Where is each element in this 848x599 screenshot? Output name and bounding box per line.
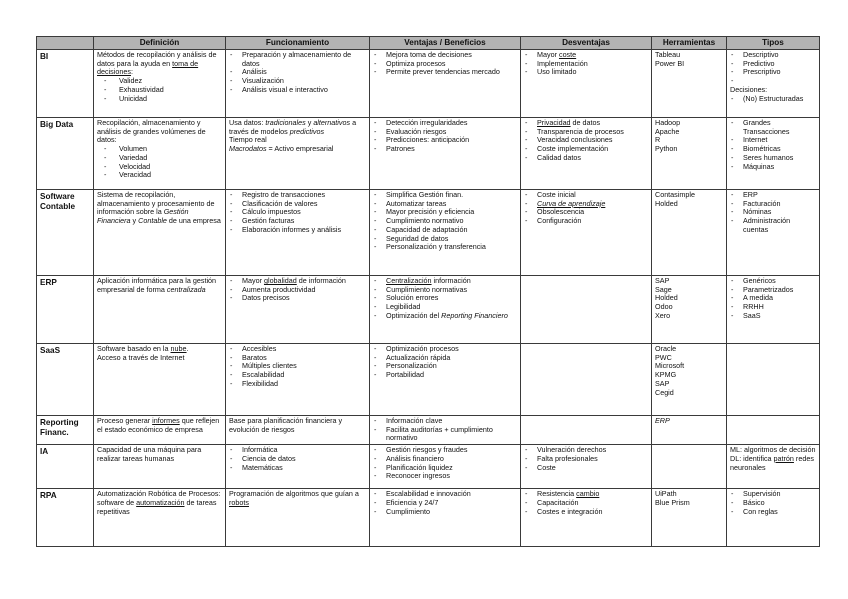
list-item: [229, 380, 366, 389]
text-segment: Sage: [655, 284, 672, 294]
cell-definicion: [94, 276, 226, 344]
cell-ventajas: [370, 118, 521, 190]
text-segment: Métodos de recopilación y análisis de datos para la ayuda en: [97, 50, 217, 68]
text-segment: toma de decisiones: [97, 58, 199, 77]
text-segment: Centralización: [386, 276, 432, 285]
text-segment: patrón: [773, 453, 794, 463]
text-segment: automatización: [136, 497, 185, 507]
text-line: [97, 51, 222, 77]
text-line: [97, 191, 222, 226]
text-segment: información: [431, 276, 471, 285]
text-line: [655, 128, 723, 137]
text-segment: Optimización procesos: [386, 344, 459, 353]
text-segment: Blue Prism: [655, 497, 690, 507]
text-segment: globalidad: [263, 276, 297, 285]
cell-herramientas: [652, 118, 727, 190]
cell-definicion: [94, 445, 226, 489]
text-segment: y: [130, 216, 139, 226]
cell-herramientas: [652, 276, 727, 344]
cell-definicion: [94, 344, 226, 416]
text-segment: Supervisión: [743, 489, 781, 499]
text-segment: Odoo: [655, 302, 673, 312]
text-segment: Tiempo real: [229, 135, 267, 145]
text-segment: (No) Estructuradas: [743, 93, 804, 103]
text-segment: Visualización: [242, 76, 284, 86]
text-segment: Clasificación de valores: [242, 198, 318, 208]
text-segment: PWC: [655, 352, 672, 362]
text-segment: Microsoft: [655, 361, 685, 371]
text-line: [655, 145, 723, 154]
list-item: [730, 508, 816, 517]
cell-tipos: [727, 489, 820, 547]
text-segment: KPMG: [655, 370, 677, 380]
text-segment: SAP: [655, 378, 670, 388]
text-segment: Nóminas: [743, 207, 772, 217]
cell-herramientas: [652, 489, 727, 547]
text-segment: Exhaustividad: [119, 84, 164, 94]
text-segment: Uso limitado: [537, 67, 577, 77]
text-segment: Volumen: [119, 144, 147, 154]
row-label: Software Contable: [37, 190, 94, 276]
cell-desventajas: [521, 489, 652, 547]
text-segment: alternativos: [313, 118, 351, 127]
text-segment: Máquinas: [743, 161, 775, 171]
text-segment: Informática: [242, 445, 278, 455]
text-line: [655, 417, 723, 426]
list-item: [229, 51, 366, 68]
text-line: [655, 200, 723, 209]
text-segment: Baratos: [242, 352, 267, 362]
row-label: BI: [37, 50, 94, 118]
list-item: [730, 312, 816, 321]
cell-ventajas: [370, 276, 521, 344]
text-segment: Básico: [743, 497, 765, 507]
text-segment: Xero: [655, 310, 671, 320]
list-item: [229, 294, 366, 303]
text-segment: DL: identifica: [730, 453, 774, 463]
text-segment: Cegid: [655, 387, 674, 397]
text-segment: Programación de algoritmos que guían a: [229, 489, 359, 499]
text-line: [97, 277, 222, 294]
text-segment: Implementación: [537, 58, 588, 68]
list-item: [373, 472, 517, 481]
list-item: [97, 145, 222, 154]
list-item: [730, 68, 816, 77]
text-segment: Preparación y almacenamiento de datos: [242, 50, 352, 68]
text-segment: Transparencia de procesos: [537, 126, 624, 136]
text-segment: Accesibles: [242, 344, 277, 353]
text-segment: informes: [152, 416, 180, 425]
cell-tipos: [727, 276, 820, 344]
text-segment: Aumenta productividad: [242, 284, 316, 294]
text-segment: SAP: [655, 276, 670, 285]
text-line: [730, 455, 816, 472]
text-segment: R: [655, 135, 661, 145]
text-line: [229, 417, 366, 434]
text-segment: Variedad: [119, 152, 148, 162]
text-segment: ERP: [743, 190, 758, 199]
cell-desventajas: [521, 445, 652, 489]
list-item: [373, 508, 517, 517]
text-segment: = Activo empresarial: [266, 144, 334, 154]
text-segment: Descriptivo: [743, 50, 779, 59]
cell-ventajas: [370, 190, 521, 276]
text-segment: Eficiencia y 24/7: [386, 497, 439, 507]
text-segment: Python: [655, 144, 678, 154]
text-segment: que reflejen el estado económico de empresa: [97, 416, 220, 434]
text-segment: Capacidad de una máquina para realizar tareas humanas: [97, 445, 202, 463]
cell-desventajas: [521, 118, 652, 190]
text-segment: Cálculo impuestos: [242, 207, 301, 217]
text-segment: predictivos: [289, 126, 325, 136]
cell-tipos: [727, 416, 820, 445]
text-segment: Elaboración informes y análisis: [242, 224, 342, 234]
text-line: [655, 60, 723, 69]
list-item: [373, 371, 517, 380]
text-segment: Optimización del: [386, 310, 442, 320]
text-segment: Power BI: [655, 58, 685, 68]
text-segment: Personalización: [386, 361, 437, 371]
text-segment: Mayor: [242, 276, 264, 285]
text-segment: Solución errores: [386, 293, 439, 303]
text-segment: Resistencia: [537, 489, 577, 499]
text-segment: Automatización Robótica de Procesos: software de: [97, 489, 221, 507]
text-segment: de una empresa: [166, 216, 221, 226]
text-line: [655, 389, 723, 398]
text-segment: Usa datos:: [229, 118, 266, 127]
text-segment: Planificación liquidez: [386, 462, 453, 472]
text-segment: Veracidad conclusiones: [537, 135, 613, 145]
text-line: [655, 312, 723, 321]
text-segment: Gestión Financiera: [97, 207, 189, 226]
text-segment: Costes e integración: [537, 506, 603, 516]
text-segment: Reconocer ingresos: [386, 471, 450, 481]
header-herramientas: Herramientas: [652, 37, 727, 50]
text-segment: Configuración: [537, 216, 582, 226]
text-segment: Predictivo: [743, 58, 775, 68]
list-item: [373, 312, 517, 321]
text-segment: Permite prever tendencias mercado: [386, 67, 500, 77]
row-label: Big Data: [37, 118, 94, 190]
text-segment: Decisiones:: [730, 84, 768, 94]
row-label: RPA: [37, 489, 94, 547]
cell-desventajas: [521, 276, 652, 344]
text-segment: Genéricos: [743, 276, 776, 285]
text-segment: Veracidad: [119, 170, 151, 180]
cell-funcionamiento: [226, 445, 370, 489]
row-label: ERP: [37, 276, 94, 344]
text-segment: Análisis visual e interactivo: [242, 84, 328, 94]
text-segment: Mayor: [537, 50, 559, 59]
cell-definicion: [94, 416, 226, 445]
text-segment: Macrodatos: [229, 144, 267, 154]
list-item: [524, 508, 648, 517]
text-segment: Datos precisos: [242, 293, 290, 303]
list-item: [97, 154, 222, 163]
text-line: [97, 446, 222, 463]
list-item: [373, 426, 517, 443]
table-row: [37, 344, 820, 416]
list-item: [229, 464, 366, 473]
text-segment: Recopilación, almacenamiento y análisis de grandes volúmenes de datos:: [97, 118, 206, 145]
list-item: [97, 163, 222, 172]
text-line: [97, 354, 222, 363]
text-segment: Legibilidad: [386, 302, 421, 312]
text-segment: Facilita auditorías + cumplimiento normativo: [386, 424, 493, 443]
text-segment: Cumplimiento normativas: [386, 284, 468, 294]
list-item: [373, 145, 517, 154]
text-segment: nube: [170, 344, 187, 353]
text-segment: Biométricas: [743, 144, 781, 154]
text-segment: de datos: [570, 118, 601, 127]
text-segment: Falta profesionales: [537, 453, 598, 463]
text-segment: Simplifica Gestión finan.: [386, 190, 464, 199]
cell-ventajas: [370, 489, 521, 547]
list-item: [229, 226, 366, 235]
text-segment: Seguridad de datos: [386, 233, 449, 243]
text-segment: Patrones: [386, 144, 415, 154]
text-segment: UiPath: [655, 489, 677, 499]
text-segment: tradicionales: [265, 118, 306, 127]
cell-herramientas: [652, 445, 727, 489]
text-segment: Gestión facturas: [242, 216, 295, 226]
text-segment: Mejora toma de decisiones: [386, 50, 472, 59]
header-definicion: Definición: [94, 37, 226, 50]
text-segment: Escalabilidad e innovación: [386, 489, 471, 499]
list-item: [524, 154, 648, 163]
list-item: [730, 217, 816, 234]
list-item: [97, 171, 222, 180]
text-segment: Hadoop: [655, 118, 681, 127]
text-segment: Apache: [655, 126, 680, 136]
cell-desventajas: [521, 190, 652, 276]
text-segment: Mayor precisión y eficiencia: [386, 207, 475, 217]
text-segment: :: [130, 67, 133, 77]
cell-desventajas: [521, 50, 652, 118]
text-segment: Velocidad: [119, 161, 151, 171]
header-desventajas: Desventajas: [521, 37, 652, 50]
text-segment: a través de modelos: [229, 118, 357, 136]
text-segment: Validez: [119, 76, 143, 86]
text-line: [97, 490, 222, 516]
text-segment: Obsolescencia: [537, 207, 585, 217]
text-segment: cambio: [576, 489, 600, 499]
table-row: [37, 50, 820, 118]
text-segment: Contable: [138, 216, 167, 226]
table-row: [37, 445, 820, 489]
text-segment: Gestión riesgos y fraudes: [386, 445, 468, 455]
text-segment: Seres humanos: [743, 152, 794, 162]
cell-desventajas: [521, 416, 652, 445]
list-item: [730, 95, 816, 104]
cell-ventajas: [370, 445, 521, 489]
row-label: SaaS: [37, 344, 94, 416]
text-segment: y: [305, 118, 314, 127]
text-segment: Análisis: [242, 67, 267, 77]
text-segment: Coste implementación: [537, 144, 609, 154]
text-segment: Acceso a través de Internet: [97, 352, 185, 362]
table-row: [37, 118, 820, 190]
text-segment: Evaluación riesgos: [386, 126, 447, 136]
text-segment: Facturación: [743, 198, 781, 208]
cell-tipos: [727, 50, 820, 118]
text-segment: Información clave: [386, 416, 443, 425]
text-segment: Proceso generar: [97, 416, 153, 425]
text-segment: coste: [558, 50, 577, 59]
header-funcionamiento: Funcionamiento: [226, 37, 370, 50]
table-row: [37, 276, 820, 344]
cell-funcionamiento: [226, 416, 370, 445]
list-item: [524, 68, 648, 77]
table-body: [37, 50, 820, 547]
text-segment: Personalización y transferencia: [386, 242, 486, 252]
text-segment: Vulneración derechos: [537, 445, 607, 455]
cell-tipos: [727, 190, 820, 276]
text-segment: Unicidad: [119, 93, 147, 103]
text-segment: Registro de transacciones: [242, 190, 326, 199]
list-item: [97, 86, 222, 95]
text-segment: Curva de aprendizaje: [537, 198, 606, 208]
cell-ventajas: [370, 344, 521, 416]
text-segment: Software basado en la: [97, 344, 171, 353]
comparison-table: [36, 36, 820, 547]
text-segment: robots: [229, 497, 249, 507]
text-segment: redes neuronales: [730, 453, 814, 472]
text-segment: ML: algoritmos de decisión: [730, 445, 816, 455]
table-row: [37, 416, 820, 445]
text-segment: Cumplimiento normativo: [386, 216, 464, 226]
text-segment: Análisis financiero: [386, 453, 444, 463]
text-segment: SaaS: [743, 310, 761, 320]
cell-herramientas: [652, 416, 727, 445]
text-line: [229, 145, 366, 154]
list-item: [229, 86, 366, 95]
text-segment: .: [186, 344, 189, 353]
header-tipos: Tipos: [727, 37, 820, 50]
cell-herramientas: [652, 344, 727, 416]
text-segment: Privacidad: [537, 118, 571, 127]
list-item: [97, 95, 222, 104]
text-segment: Coste inicial: [537, 190, 576, 199]
cell-definicion: [94, 489, 226, 547]
cell-funcionamiento: [226, 118, 370, 190]
cell-tipos: [727, 344, 820, 416]
cell-funcionamiento: [226, 489, 370, 547]
text-segment: Detección irregularidades: [386, 118, 468, 127]
cell-funcionamiento: [226, 344, 370, 416]
text-segment: de tareas repetitivas: [97, 497, 217, 516]
cell-funcionamiento: [226, 50, 370, 118]
text-line: [97, 417, 222, 434]
corner-header: [37, 37, 94, 50]
text-segment: Aplicación informática para la gestión empresarial de forma: [97, 276, 217, 294]
list-item: [373, 243, 517, 252]
cell-ventajas: [370, 50, 521, 118]
text-segment: Coste: [537, 462, 556, 472]
text-segment: Administración cuentas: [743, 216, 791, 234]
text-line: [97, 119, 222, 145]
text-segment: Optimiza procesos: [386, 58, 446, 68]
text-segment: Escalabilidad: [242, 370, 285, 380]
text-segment: Grandes Transacciones: [743, 118, 790, 136]
text-segment: Sistema de recopilación, almacenamiento y procesamiento de información sobre la: [97, 190, 215, 217]
cell-tipos: [727, 118, 820, 190]
comparison-sheet: [36, 36, 820, 547]
text-line: [229, 119, 366, 136]
text-segment: Reporting Financiero: [441, 310, 508, 320]
cell-definicion: [94, 118, 226, 190]
text-segment: Matemáticas: [242, 462, 283, 472]
table-row: [37, 489, 820, 547]
list-item: [730, 119, 816, 136]
text-segment: centralizada: [166, 284, 206, 294]
list-item: [730, 163, 816, 172]
cell-ventajas: [370, 416, 521, 445]
text-segment: Flexibilidad: [242, 378, 278, 388]
text-segment: Múltiples clientes: [242, 361, 297, 371]
row-label: Reporting Financ.: [37, 416, 94, 445]
list-item: [373, 68, 517, 77]
cell-definicion: [94, 190, 226, 276]
text-segment: RRHH: [743, 302, 764, 312]
header-row: [37, 37, 820, 50]
text-segment: Prescriptivo: [743, 67, 781, 77]
list-item: [524, 217, 648, 226]
text-segment: Contasimple: [655, 190, 695, 199]
text-segment: Portabilidad: [386, 370, 424, 380]
text-segment: Base para planificación financiera y evolución de riesgos: [229, 416, 343, 434]
list-item: [524, 464, 648, 473]
text-segment: Cumplimiento: [386, 506, 430, 516]
text-line: [229, 490, 366, 507]
text-segment: Calidad datos: [537, 152, 581, 162]
cell-herramientas: [652, 50, 727, 118]
text-segment: A medida: [743, 293, 773, 303]
text-segment: Predicciones: anticipación: [386, 135, 470, 145]
text-segment: Internet: [743, 135, 768, 145]
text-segment: Oracle: [655, 344, 677, 353]
text-segment: Parametrizados: [743, 284, 794, 294]
text-segment: de información: [296, 276, 346, 285]
header-ventajas: Ventajas / Beneficios: [370, 37, 521, 50]
row-label: IA: [37, 445, 94, 489]
text-line: [655, 499, 723, 508]
text-segment: Holded: [655, 198, 678, 208]
text-segment: Con reglas: [743, 506, 778, 516]
text-segment: Automatizar tareas: [386, 198, 447, 208]
text-segment: Holded: [655, 293, 678, 303]
cell-definicion: [94, 50, 226, 118]
cell-herramientas: [652, 190, 727, 276]
text-segment: Capacidad de adaptación: [386, 224, 468, 234]
text-segment: Actualización rápida: [386, 352, 451, 362]
cell-funcionamiento: [226, 276, 370, 344]
cell-desventajas: [521, 344, 652, 416]
table-row: [37, 190, 820, 276]
text-segment: Tableau: [655, 50, 681, 59]
text-segment: Capacitación: [537, 497, 579, 507]
cell-funcionamiento: [226, 190, 370, 276]
cell-tipos: [727, 445, 820, 489]
text-segment: Ciencia de datos: [242, 453, 296, 463]
text-segment: ERP: [655, 416, 670, 425]
